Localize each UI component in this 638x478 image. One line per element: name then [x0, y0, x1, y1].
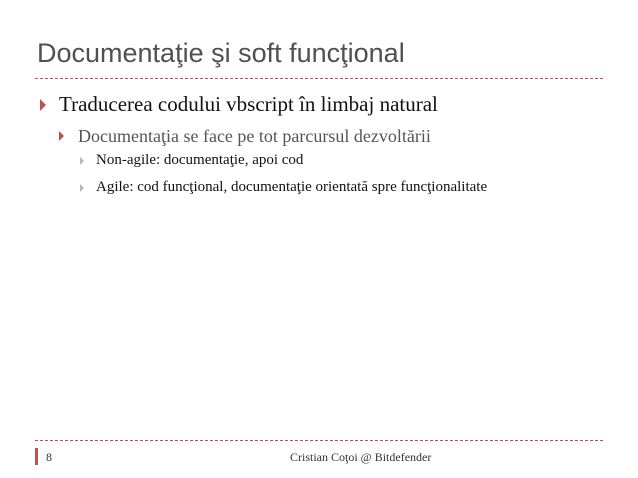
title-divider — [35, 78, 603, 79]
bullet-level-1 — [40, 92, 438, 116]
slide-title: Documentaţie şi soft funcţional — [37, 38, 405, 68]
bullet-text: Non-agile: documentaţie, apoi cod — [96, 152, 304, 168]
footer-author: Cristian Coţoi @ Bitdefender — [290, 450, 432, 464]
triangle-right-icon — [80, 157, 84, 165]
bullet-text: Traducerea codului vbscript în limbaj natural — [59, 92, 438, 116]
footer-divider — [35, 440, 603, 441]
footer-accent-bar — [35, 448, 38, 465]
bullet-level-3 — [80, 179, 488, 195]
triangle-right-icon — [80, 184, 84, 192]
triangle-right-icon — [59, 131, 64, 141]
bullet-text: Documentaţia se face pe tot parcursul dezvoltării — [78, 126, 431, 146]
bullet-level-3 — [80, 152, 304, 168]
page-number: 8 — [46, 450, 52, 464]
triangle-right-icon — [40, 99, 46, 111]
bullet-text: Agile: cod funcţional, documentaţie orientată spre funcţionalitate — [96, 179, 488, 195]
bullet-level-2 — [59, 126, 431, 146]
